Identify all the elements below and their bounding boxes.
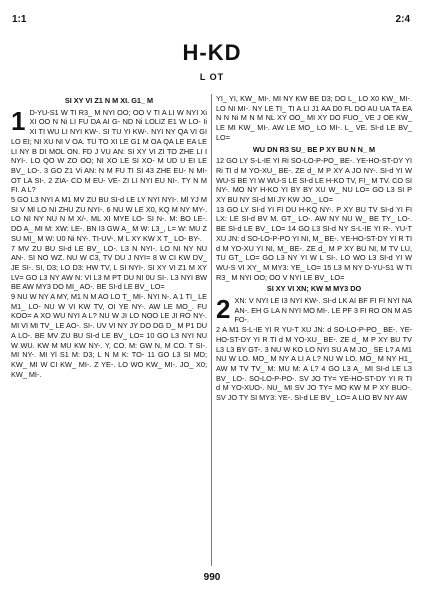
column-divider bbox=[211, 94, 212, 566]
paragraph-text: D-YU-S1 W TI R3_ M NYI OO; OO V TI A LI W NYI Xi XI OO N Ni LI FU DA AI G- ND Ni LOLIZ E1 W LO- Ii XI TI WU LI NYI KW-. SI TU YI KW-. NYI NY QA VI GI LO EI; NI XU NI V OA. TU TO XI LE G1 M OA QA LE EA LE LI NY B DI MOL ON. FD J VU AN: SI XY VI ZI TO ZHE LI I NYI-. LO QO W ZO OO; NI XO LE SI XO- M UD U EI LE BV_ LO-. 3 GO Z1 Vi AN: N M FU TI SI 43 ZHE EU- N MI- OT LA SI-. 2 ZIA- CO M EU- VE- ZI LI NYI EU NI-. TY N M FI. A L? bbox=[11, 107, 207, 195]
right-column bbox=[216, 94, 412, 566]
left-column bbox=[11, 94, 207, 566]
section-heading: SI XY VI XN; KW M MY3 DO bbox=[266, 284, 362, 294]
paragraph: YI_ YI, KW_ MI-. MI NY KW BE D3; DO L_ LO X0 KW_ MI-. LO NI MI-. NY LE TI_ TI A LI J1 AA D0 FL DO AU UA TA EA N N Ni M N M NL XY OO_ MI XY DO FUO_ VE J OE KW_ LE MI KW_ MI-. AW LE MO_ LO MI-. L_ VE. SI-d LE BV_ LO= bbox=[216, 94, 412, 142]
paragraph: 13 GO LY SI-d YI FI DU H-KQ NY-. P XY BU TV SI-d YI FI LX: LE SI-d BV M. GT_ LO-. AW NY NU W_ BE TY_ LO-. BE SI-d LE BV_ LO= 14 GO L3 SI-d NY S-L-IE YI R-. YU-T XU JN: d SO-LO-P-PO YI NI, M_ BE-. YE-HO-ST-DY YI R TI d M YO-XU YI NI, M_ BE-. ZE d_ M P XY BU NI, M TV LU, TU GT_ LO= GO L3 NY YI W L SI-. LO WO L3 SI-d YI W WU-S VI XY_ M MY3: YE_ LO= 15 L3 M NY D-YU-S1 W TI R3_ M NYI OO; OO V NYI LE BV_ LO= bbox=[216, 204, 412, 282]
paragraph bbox=[11, 105, 207, 195]
header-chapter-verse-right: 2:4 bbox=[395, 14, 410, 25]
chapter-number: 1 bbox=[11, 105, 26, 136]
paragraph: 9 NU W NY A MY, M1 N M AO LO T_ MI-. NYI N-. A 1 TI_ LE M1_ LO- NU W VI KW TV, OI YE NY-. AW LE MO_. FU KOO= A XO WU NYI A L? NU W JI LO NOO LE JI RO NY-. MI VI MI TV_ LE AO-. SI-. UV VI NY JY DO DG D_ M P1 DU A LO-. BE MV ZU BU SI-d LE BV_ LO= 10 GO L3 NYI NU W WU. KW M MU KW NY-. Y, CO. M: GW N, M CO. T SI-. MI NY-. MI Yl S1 M: D3; L N M K: TO- 11 GO L3 SI MD; KW_ MI W CI KW_ MI-. Z YE-. LO WO KW_ MI-. JO_ X0; KW_ MI-. bbox=[11, 292, 207, 379]
page-number: 990 bbox=[203, 572, 221, 583]
paragraph bbox=[216, 296, 412, 325]
paragraph: 7 MV ZU BU SI-d LE BV_ LO-. L3 N NYI-. LO NI NY NU AN-. SI NO WZ. NU W C3, TV DU J NYI= 8 W CI KW DV_ JE SI-. SI, D3; LO D3: HW TV, L SI NYI-. SI XY VI Z1 M XY LV= GO L3 NY AW N: VI L3 M PT DU NI 0U SI-. L3 NYI BW BE AW MY3 DO MI_ AO-. BE SI-d LE BV_ LO= bbox=[11, 243, 207, 292]
chapter-number: 2 bbox=[216, 294, 231, 325]
paragraph: 2 A M1 S-L-IE YI R YU-T XU JN: d SO-LO-P-PO_ BE-. YE-HO-ST-DY YI R TI d M YO-XU_ BE-. ZE d_ M P XY BU TV L3 L3 BY GT-. 3 NU W KO LO NYI SU A M JO_ SE L? A M1 NU W LO. MO_ M NY A LI A L? NU W LO. MO_ M NY H1_ AW M TV TV_ M: MU M: A L? 4 GO L3 A_ MI SI-d LE L3 BV_ LO-. SO-LO-P-PO-. SV JO TY= YE-HO-ST-DY YI R TI d M YO-XUO-. NU_ MI SV JO TY= MO KW M P XY BUO-. SV JO TY SI MY3: YE-. SI-d LE BV_ LO= A LIO BV NY AW bbox=[216, 325, 412, 403]
section-heading: SI XY VI Z1 N M XI. G1_ M bbox=[64, 96, 154, 105]
paragraph: 12 GO LY S-L-IE YI Ri SO-LO-P-PO_ BE-. YE-HO-ST-DY YI Ri TI d M YO-XU_ BE-. ZE d_ M P XY A JO NY-. SI-d YI W WU-S BE YI W WU-S LE SI-d LE H-KO TV, FI_ M TV. CO SI NY-. MO NY H-KO YI BY BY XU W_ NU LO= GO L3 SI P XY BU NY SI-d MI JY KW JO._ LO= bbox=[216, 156, 412, 205]
section-heading: WU DN R3 SU_ BE P XY BU N N_ M bbox=[252, 144, 376, 154]
paragraph-text: XN: V NYI LE I3 NYI KW-. SI-d LK AI BF FI FI NYI NA AN-. EH G LA N NYI MO MI-. LE PF 3 FI RO ON M AS FO-. bbox=[234, 296, 412, 325]
book-title: H-KD bbox=[182, 40, 242, 65]
paragraph: 5 GO L3 NYI A M1 MV ZU BU SI-d LE LY NYI NYI-. Ml YJ M SI V Ml LO NI ZHU ZU NYI-. 6 NU W LE X0, KQ M NY MY-. LO NI NY NU N M X/-. ML XI MYE LO- SI N-. M: BO LE-. DO A_ MI M: XW: LE-. BN I3 GW A_ M W: L3_, L= W: MU Z SU MI_ M W: U0 Ni NY-. TI-UV-. M L XY KW X T_ LO- BY-. bbox=[11, 195, 207, 243]
book-subtitle: L OT bbox=[199, 72, 225, 82]
header-chapter-verse-left: 1:1 bbox=[12, 14, 27, 25]
